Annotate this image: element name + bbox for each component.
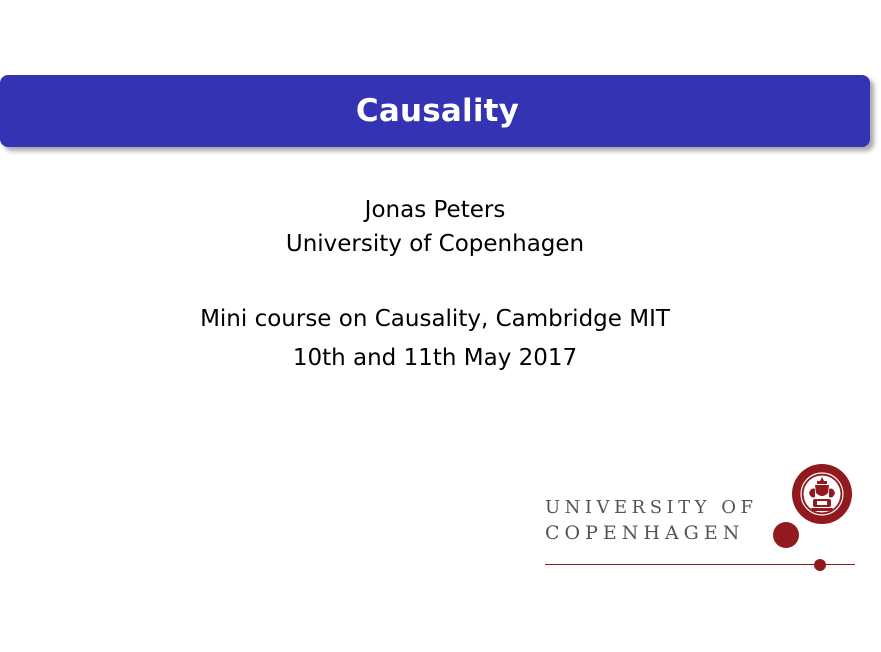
institute-name: University of Copenhagen (285, 231, 585, 257)
slide-title: Causality (355, 93, 520, 129)
event-date: 10th and 11th May 2017 (292, 345, 578, 371)
logo-text-line2: COPENHAGEN (545, 522, 745, 544)
logo-text-line1: UNIVERSITY OF (545, 497, 758, 518)
logo-dot-small (814, 559, 826, 571)
author-name: Jonas Peters (364, 197, 506, 223)
logo-dot-large (773, 522, 799, 548)
logo-rule (545, 564, 855, 565)
event-name: Mini course on Causality, Cambridge MIT (200, 306, 670, 332)
university-seal-icon (791, 463, 853, 525)
university-logo (540, 460, 860, 580)
title-bar (0, 75, 870, 147)
